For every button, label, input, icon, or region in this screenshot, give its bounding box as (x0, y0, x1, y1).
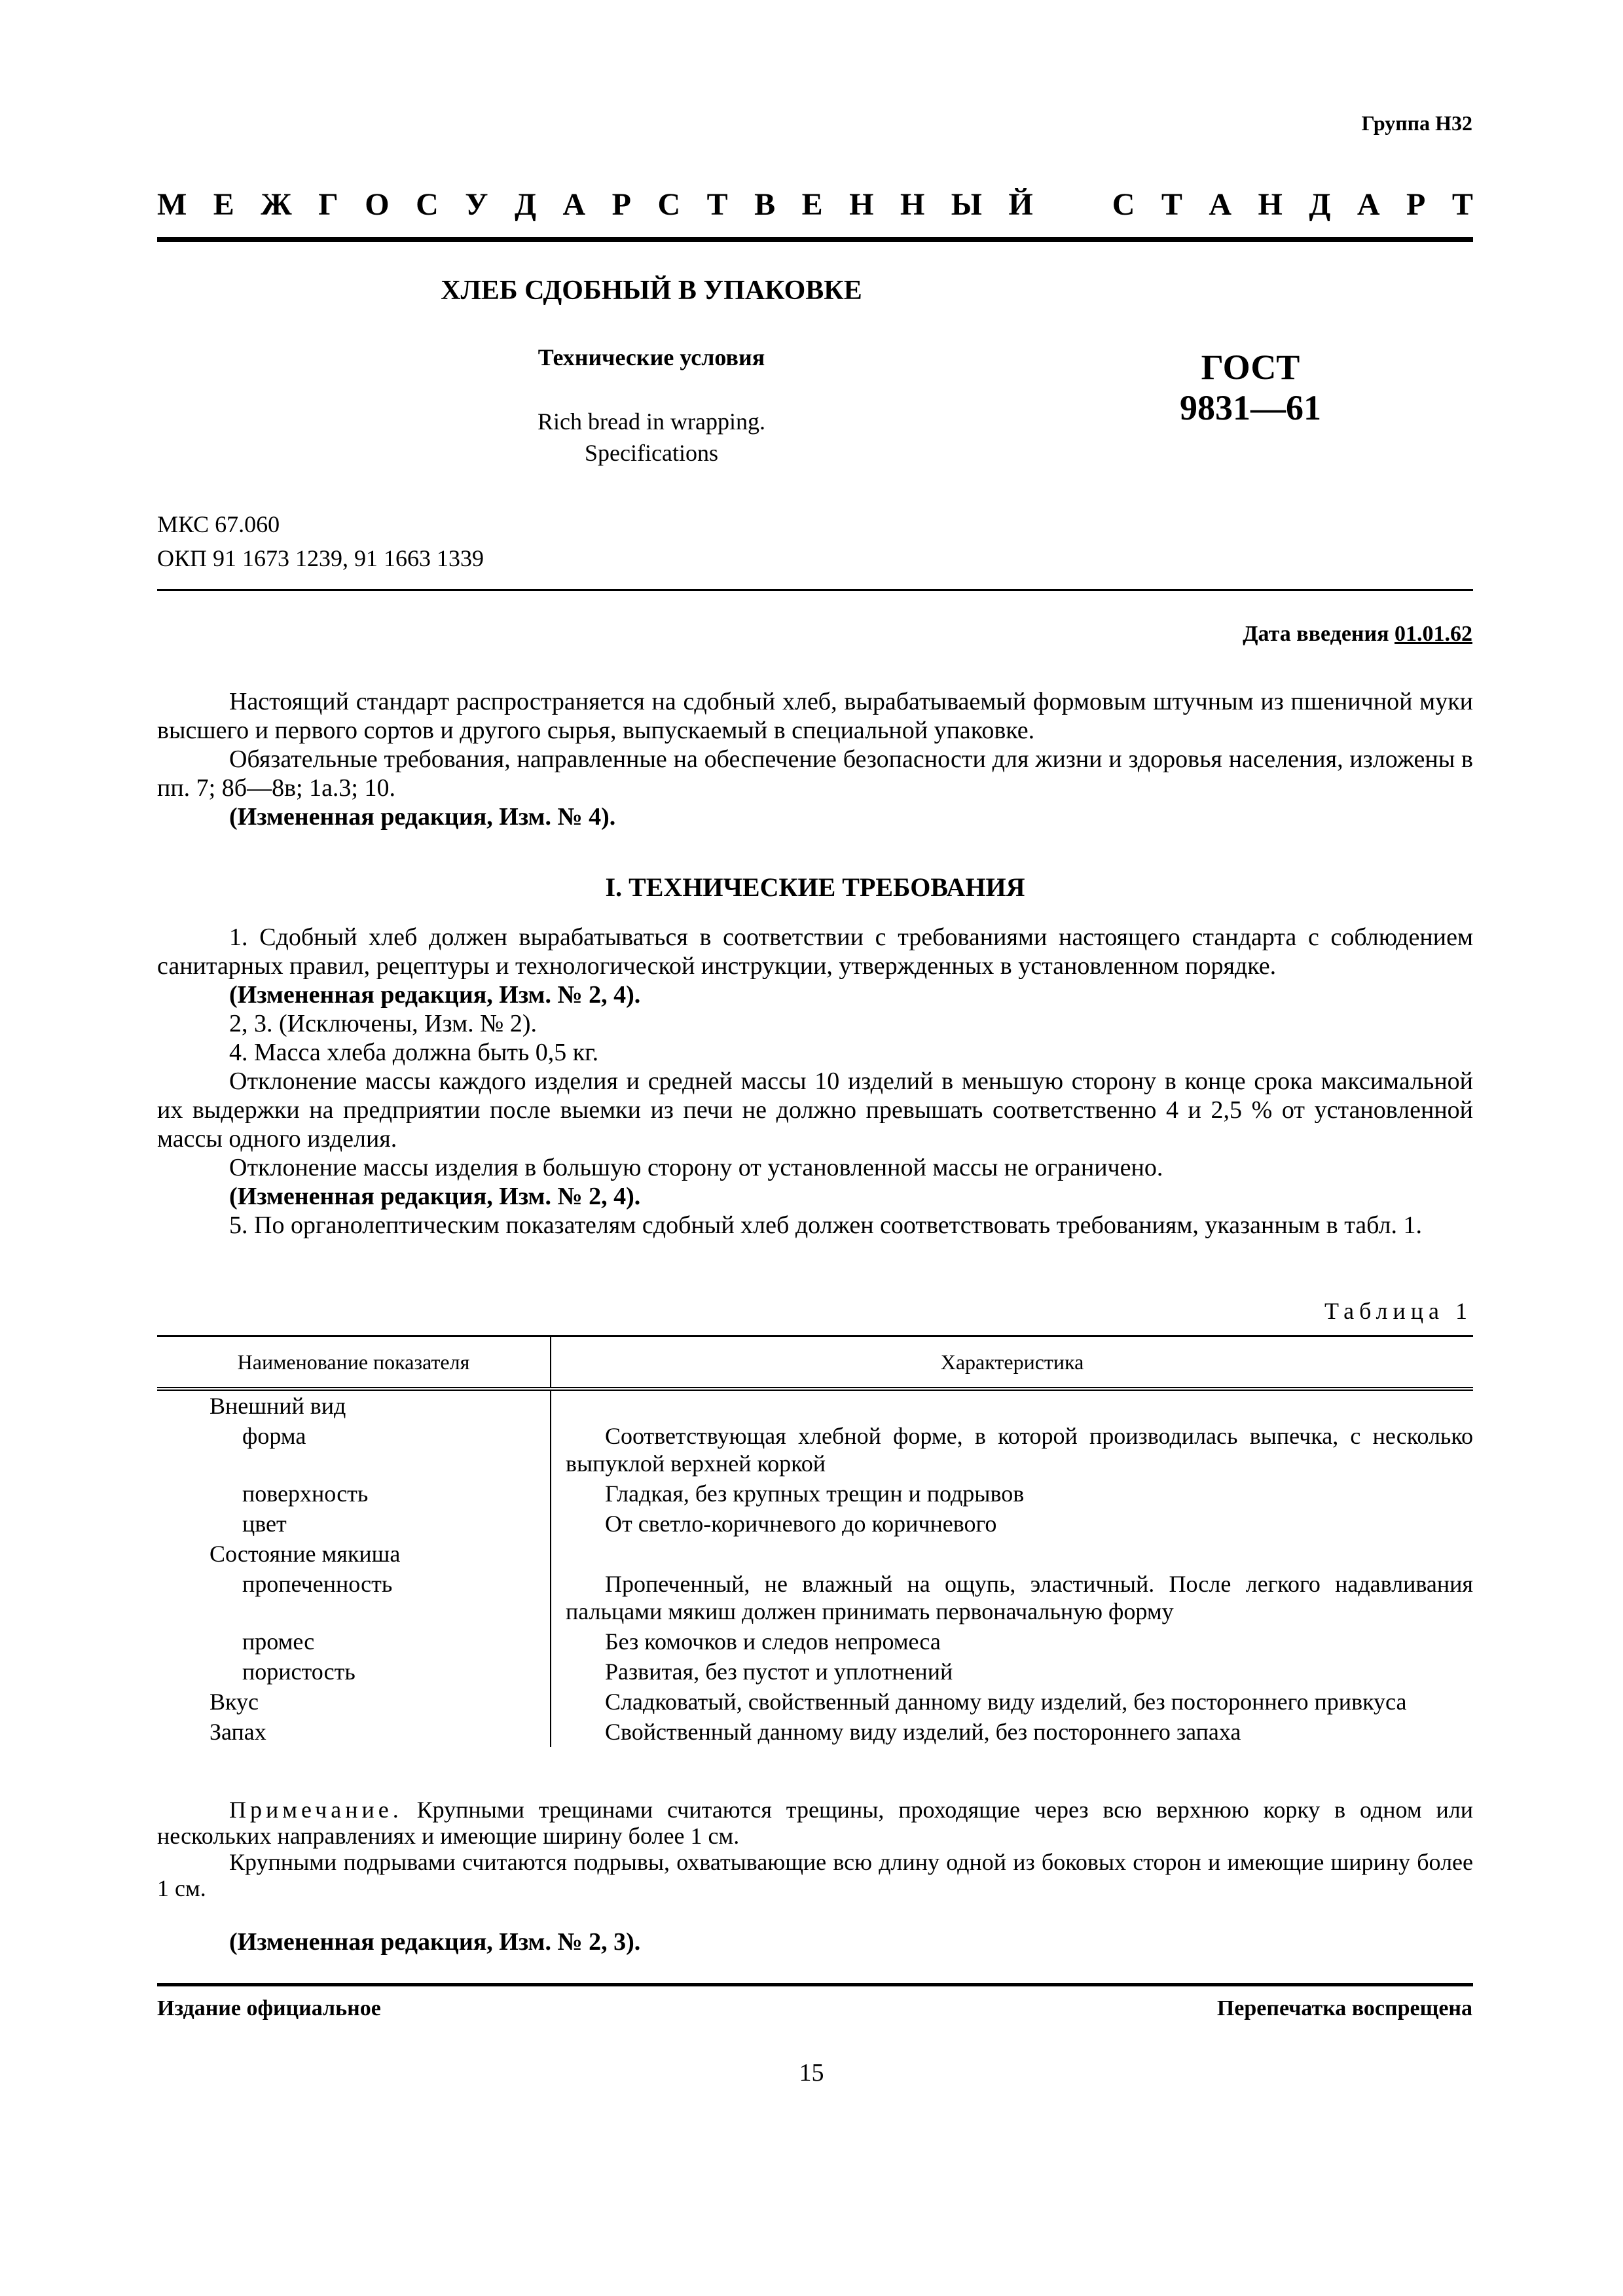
introduction-date-value: 01.01.62 (1395, 622, 1472, 646)
revision-note: (Измененная редакция, Изм. № 2, 3). (229, 1928, 641, 1956)
indicator-name: Вкус (157, 1687, 551, 1717)
table-note (157, 1797, 1473, 1901)
clause-2-3-text: 2, 3. (Исключены, Изм. № 2). (229, 1010, 538, 1037)
header-rule (157, 237, 1473, 242)
mks-code: МКС 67.060 (157, 511, 280, 537)
indicator-characteristic (551, 1687, 1473, 1717)
indicator-name: поверхность (157, 1479, 551, 1509)
heading-letter: Ы (951, 187, 982, 222)
characteristic-text: Развитая, без пустот и уплотнений (605, 1659, 953, 1685)
table-header-row (157, 1336, 1473, 1390)
characteristic-text: Гладкая, без крупных трещин и подрывов (605, 1480, 1025, 1507)
indicator-characteristic (551, 1479, 1473, 1509)
indicator-characteristic (551, 1509, 1473, 1539)
heading-letter: Д (514, 187, 537, 222)
characteristic-text: Сладковатый, свойственный данному виду изделий, без постороннего привкуса (605, 1689, 1407, 1715)
footer-rule (157, 1983, 1473, 1986)
characteristic-text: Без комочков и следов непромеса (605, 1628, 941, 1655)
preamble (157, 687, 1473, 831)
indicator-characteristic (551, 1389, 1473, 1421)
clause-4-deviation: Отклонение массы каждого изделия и средней массы 10 изделий в меньшую сторону в конце срока максимальной их выдержки на предприятии после выемки из печи не должно превышать соответственно 4 и 2,5 % от установленной массы одного изделия. (157, 1067, 1473, 1153)
indicator-name: промес (157, 1626, 551, 1657)
table-row (157, 1687, 1473, 1717)
indicator-name: Запах (157, 1717, 551, 1747)
organoleptic-table (157, 1335, 1473, 1747)
note-label: Примечание. (229, 1797, 403, 1823)
table-row (157, 1539, 1473, 1569)
heading-letter: С (416, 187, 439, 222)
indicator-name: цвет (157, 1509, 551, 1539)
heading-letter: А (562, 187, 586, 222)
heading-letter: А (1209, 187, 1232, 222)
heading-letter: Г (318, 187, 338, 222)
heading-letter: Н (900, 187, 925, 222)
preamble-paragraph: Настоящий стандарт распространяется на сдобный хлеб, вырабатываемый формовым штучным из пшеничной муки высшего и первого сортов и другого сырья, выпускаемый в специальной упаковке. (157, 688, 1473, 744)
heading-letter: А (1357, 187, 1380, 222)
heading-letter: Д (1309, 187, 1331, 222)
heading-letter: Т (1161, 187, 1182, 222)
clause-5: 5. По органолептическим показателям сдобный хлеб должен соответствовать требованиям, указанным в табл. 1. (229, 1211, 1422, 1239)
revision-note: (Измененная редакция, Изм. № 4). (229, 803, 616, 831)
indicator-characteristic (551, 1421, 1473, 1479)
gost-designation (1113, 347, 1388, 428)
table-caption: Таблица 1 (1324, 1298, 1472, 1324)
clause-1: 1. Сдобный хлеб должен вырабатываться в соответствии с требованиями настоящего стандарта с соблюдением санитарных правил, рецептуры и технологической инструкции, утвержденных в установленном порядке. (157, 924, 1473, 980)
characteristic-text: Свойственный данному виду изделий, без постороннего запаха (605, 1719, 1241, 1745)
indicator-name: пористость (157, 1657, 551, 1687)
note-text-1: Крупными трещинами считаются трещины, проходящие через всю верхнюю корку в одном или нескольких направлениях и имеющие ширину более 1 см. (157, 1797, 1473, 1849)
characteristic-text: От светло-коричневого до коричневого (605, 1511, 997, 1537)
meta-rule (157, 589, 1473, 591)
heading-letter: Н (849, 187, 874, 222)
gost-label: ГОСТ (1201, 348, 1300, 387)
table-row (157, 1569, 1473, 1626)
indicator-characteristic (551, 1569, 1473, 1626)
heading-letter: У (465, 187, 488, 222)
table-row (157, 1717, 1473, 1747)
heading-letter: М (157, 187, 187, 222)
revision-note: (Измененная редакция, Изм. № 2, 4). (229, 981, 641, 1009)
indicator-characteristic (551, 1657, 1473, 1687)
english-title-line-2: Specifications (585, 440, 718, 466)
clause-4-upper: Отклонение массы изделия в большую сторону от установленной массы не ограничено. (229, 1154, 1163, 1181)
section-heading: I. ТЕХНИЧЕСКИЕ ТРЕБОВАНИЯ (605, 872, 1025, 902)
heading-letter: Е (801, 187, 823, 222)
reprint-prohibited-label: Перепечатка воспрещена (1216, 1996, 1472, 2020)
preamble-paragraph: Обязательные требования, направленные на обеспечение безопасности для жизни и здоровья населения, изложены в пп. 7; 8б—8в; 1а.3; 10. (157, 745, 1473, 802)
clause-4: 4. Масса хлеба должна быть 0,5 кг. (229, 1039, 599, 1066)
table-row (157, 1657, 1473, 1687)
note-paragraph-1 (157, 1797, 1473, 1849)
indicator-name: пропеченность (157, 1569, 551, 1626)
heading-letter: Н (1258, 187, 1283, 222)
interstate-standard-heading (157, 187, 1473, 223)
heading-letter: Й (1008, 187, 1033, 222)
heading-letter: Ж (261, 187, 292, 222)
column-header-indicator: Наименование показателя (157, 1336, 551, 1390)
heading-letter: Т (1451, 187, 1473, 222)
group-code: Группа Н32 (1361, 111, 1472, 135)
word-gap (1059, 187, 1085, 223)
section-body (157, 923, 1473, 1240)
heading-letter: С (1112, 187, 1135, 222)
clause-2-3 (157, 1009, 1473, 1038)
indicator-name: Внешний вид (157, 1389, 551, 1421)
heading-letter: Т (706, 187, 728, 222)
classification-codes (157, 507, 484, 575)
document-title: ХЛЕБ СДОБНЫЙ В УПАКОВКЕ (441, 276, 862, 306)
heading-letter: Е (213, 187, 234, 222)
heading-letter: Р (1406, 187, 1426, 222)
indicator-characteristic (551, 1626, 1473, 1657)
characteristic-text: Пропеченный, не влажный на ощупь, эластичный. После легкого надавливания пальцами мякиш должен принимать первоначальную форму (566, 1571, 1473, 1624)
introduction-date-label: Дата введения (1243, 622, 1389, 646)
note-text-2: Крупными подрывами считаются подрывы, охватывающие всю длину одной из боковых сторон и имеющие ширину более 1 см. (157, 1849, 1473, 1901)
characteristic-text: Соответствующая хлебной форме, в которой производилась выпечка, с несколько выпуклой верхней коркой (566, 1423, 1473, 1477)
heading-letter: О (365, 187, 390, 222)
table-revision (157, 1928, 1473, 1956)
column-header-characteristic: Характеристика (551, 1336, 1473, 1390)
indicator-name: Состояние мякиша (157, 1539, 551, 1569)
page-number: 15 (799, 2059, 824, 2087)
heading-letter: Р (611, 187, 631, 222)
document-subtitle: Технические условия (538, 344, 765, 370)
indicator-name: форма (157, 1421, 551, 1479)
heading-letter: С (657, 187, 681, 222)
english-title (157, 406, 1146, 469)
table-body (157, 1389, 1473, 1747)
revision-note: (Измененная редакция, Изм. № 2, 4). (229, 1183, 641, 1210)
table-row (157, 1626, 1473, 1657)
official-edition-label: Издание официальное (157, 1996, 381, 2020)
introduction-date (1243, 622, 1472, 647)
table-row (157, 1479, 1473, 1509)
heading-letter: В (754, 187, 776, 222)
indicator-characteristic (551, 1539, 1473, 1569)
table-row (157, 1509, 1473, 1539)
indicator-characteristic (551, 1717, 1473, 1747)
english-title-line-1: Rich bread in wrapping. (538, 408, 765, 435)
okp-code: ОКП 91 1673 1239, 91 1663 1339 (157, 545, 484, 571)
table-row (157, 1421, 1473, 1479)
gost-number: 9831—61 (1180, 388, 1321, 427)
table-row (157, 1389, 1473, 1421)
